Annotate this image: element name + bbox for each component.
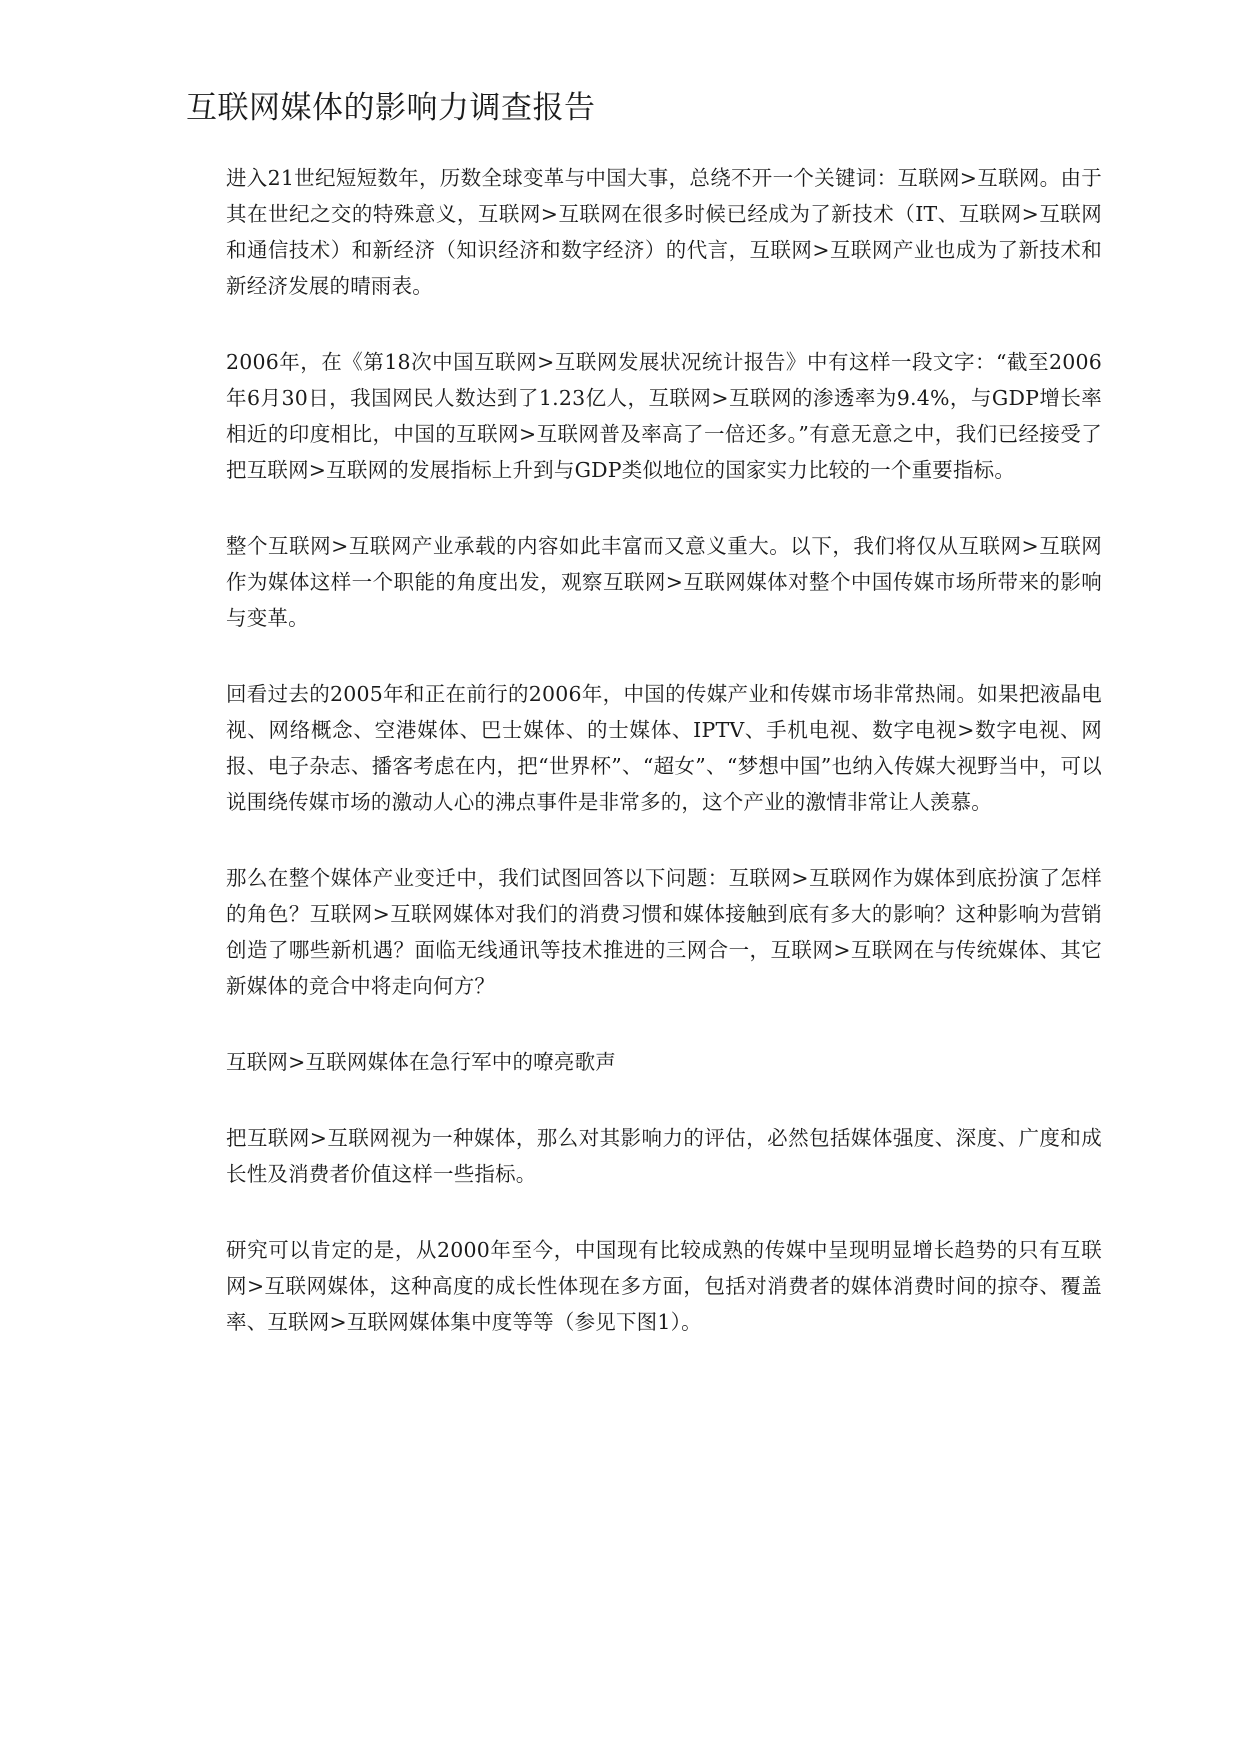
paragraph-questions: 那么在整个媒体产业变迁中，我们试图回答以下问题：互联网>互联网作为媒体到底扮演了怎样的角色？互联网>互联网媒体对我们的消费习惯和媒体接触到底有多大的影响？这种影响为营销创造了哪些新机遇？面临无线通讯等技术推进的三网合一，互联网>互联网在与传统媒体、其它新媒体的竞合中将走向何方？ bbox=[226, 866, 1102, 998]
paragraph-intro: 进入21世纪短短数年，历数全球变革与中国大事，总绕不开一个关键词：互联网>互联网。由于其在世纪之交的特殊意义，互联网>互联网在很多时候已经成为了新技术（IT、互联网>互联网和通信技术）和新经济（知识经济和数字经济）的代言，互联网>互联网产业也成为了新技术和新经济发展的晴雨表。 bbox=[226, 166, 1102, 298]
section-heading: 互联网>互联网媒体在急行军中的嘹亮歌声 bbox=[226, 1050, 616, 1074]
document-body bbox=[226, 160, 1102, 1380]
paragraph-industry-scope: 整个互联网>互联网产业承载的内容如此丰富而又意义重大。以下，我们将仅从互联网>互联网作为媒体这样一个职能的角度出发，观察互联网>互联网媒体对整个中国传媒市场所带来的影响与变革。 bbox=[226, 534, 1102, 630]
paragraph-growth: 研究可以肯定的是，从2000年至今，中国现有比较成熟的传媒中呈现明显增长趋势的只有互联网>互联网媒体，这种高度的成长性体现在多方面，包括对消费者的媒体消费时间的掠夺、覆盖率、互联网>互联网媒体集中度等等（参见下图1）。 bbox=[226, 1238, 1102, 1334]
paragraph-media-market: 回看过去的2005年和正在前行的2006年，中国的传媒产业和传媒市场非常热闹。如果把液晶电视、网络概念、空港媒体、巴士媒体、的士媒体、IPTV、手机电视、数字电视>数字电视、网报、电子杂志、播客考虑在内，把“世界杯”、“超女”、“梦想中国”也纳入传媒大视野当中，可以说围绕传媒市场的激动人心的沸点事件是非常多的，这个产业的激情非常让人羡慕。 bbox=[226, 682, 1102, 814]
paragraph-2006-report: 2006年，在《第18次中国互联网>互联网发展状况统计报告》中有这样一段文字：“截至2006年6月30日，我国网民人数达到了1.23亿人，互联网>互联网的渗透率为9.4%，与GDP增长率相近的印度相比，中国的互联网>互联网普及率高了一倍还多。”有意无意之中，我们已经接受了把互联网>互联网的发展指标上升到与GDP类似地位的国家实力比较的一个重要指标。 bbox=[226, 350, 1102, 482]
paragraph-evaluation: 把互联网>互联网视为一种媒体，那么对其影响力的评估，必然包括媒体强度、深度、广度和成长性及消费者价值这样一些指标。 bbox=[226, 1126, 1102, 1186]
page-title: 互联网媒体的影响力调查报告 bbox=[186, 90, 596, 126]
